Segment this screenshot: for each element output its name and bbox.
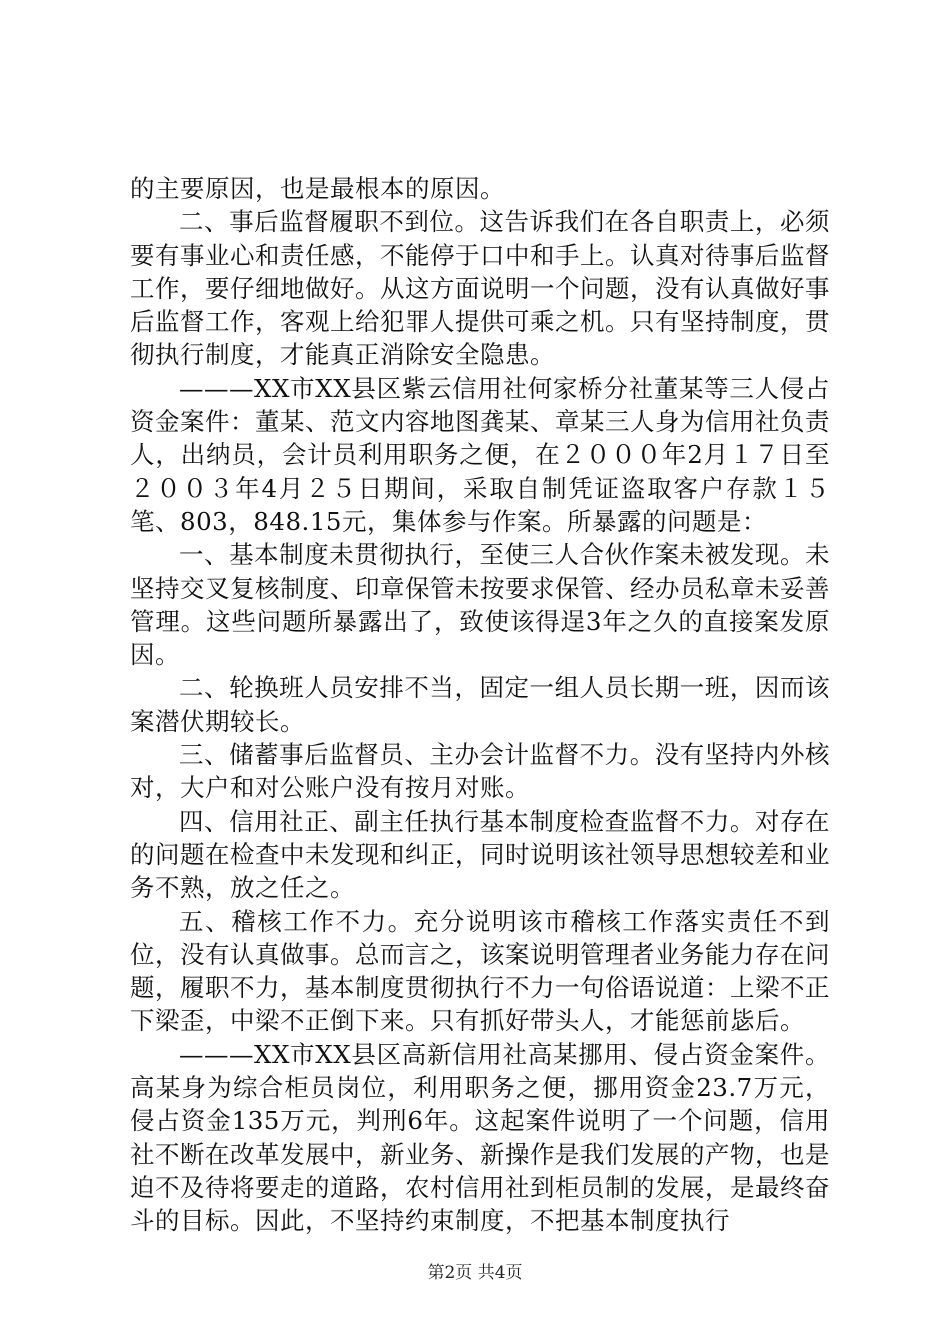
paragraph-5: 二、轮换班人员安排不当，固定一组人员长期一班，因而该案潜伏期较长。: [130, 673, 830, 736]
paragraph-8: 五、稽核工作不力。充分说明该市稽核工作落实责任不到位，没有认真做事。总而言之，该案说明管理者业务能力存在问题，履职不力，基本制度贯彻执行不力一句俗语说道：上梁不正下梁歪，中梁不正倒下来。只有抓好带头人，才能惩前毖后。: [130, 906, 830, 1036]
paragraph-4: 一、基本制度未贯彻执行，至使三人合伙作案未被发现。未坚持交叉复核制度、印章保管未按要求保管、经办员私章未妥善管理。这些问题所暴露出了，致使该得逞3年之久的直接案发原因。: [130, 540, 830, 670]
paragraph-3: ———XX市XX县区紫云信用社何家桥分社董某等三人侵占资金案件：董某、范文内容地图龚某、章某三人身为信用社负责人，出纳员，会计员利用职务之便，在２０００年2月１７日至２００３年4月２５日期间，采取自制凭证盗取客户存款１５笔、803，848.15元，集体参与作案。所暴露的问题是：: [130, 373, 830, 536]
paragraph-1: 的主要原因，也是最根本的原因。: [130, 174, 505, 203]
paragraph-2: 二、事后监督履职不到位。这告诉我们在各自职责上，必须要有事业心和责任感，不能停于口中和手上。认真对待事后监督工作，要仔细地做好。从这方面说明一个问题，没有认真做好事后监督工作，客观上给犯罪人提供可乘之机。只有坚持制度，贯彻执行制度，才能真正消除安全隐患。: [130, 207, 830, 370]
paragraph-9: ———XX市XX县区高新信用社高某挪用、侵占资金案件。高某身为综合柜员岗位，利用职务之便，挪用资金23.7万元，侵占资金135万元，判刑6年。这起案件说明了一个问题，信用社不断在改革发展中，新业务、新操作是我们发展的产物，也是迫不及待将要走的道路，农村信用社到柜员制的发展，是最终奋斗的目标。因此，不坚持约束制度，不把基本制度执行: [130, 1039, 830, 1236]
document-body: [130, 172, 830, 1238]
paragraph-6: 三、储蓄事后监督员、主办会计监督不力。没有坚持内外核对，大户和对公账户没有按月对账。: [130, 740, 830, 803]
paragraph-7: 四、信用社正、副主任执行基本制度检查监督不力。对存在的问题在检查中未发现和纠正，同时说明该社领导思想较差和业务不熟，放之任之。: [130, 806, 830, 903]
page-footer: 第2页 共4页: [427, 1263, 523, 1283]
